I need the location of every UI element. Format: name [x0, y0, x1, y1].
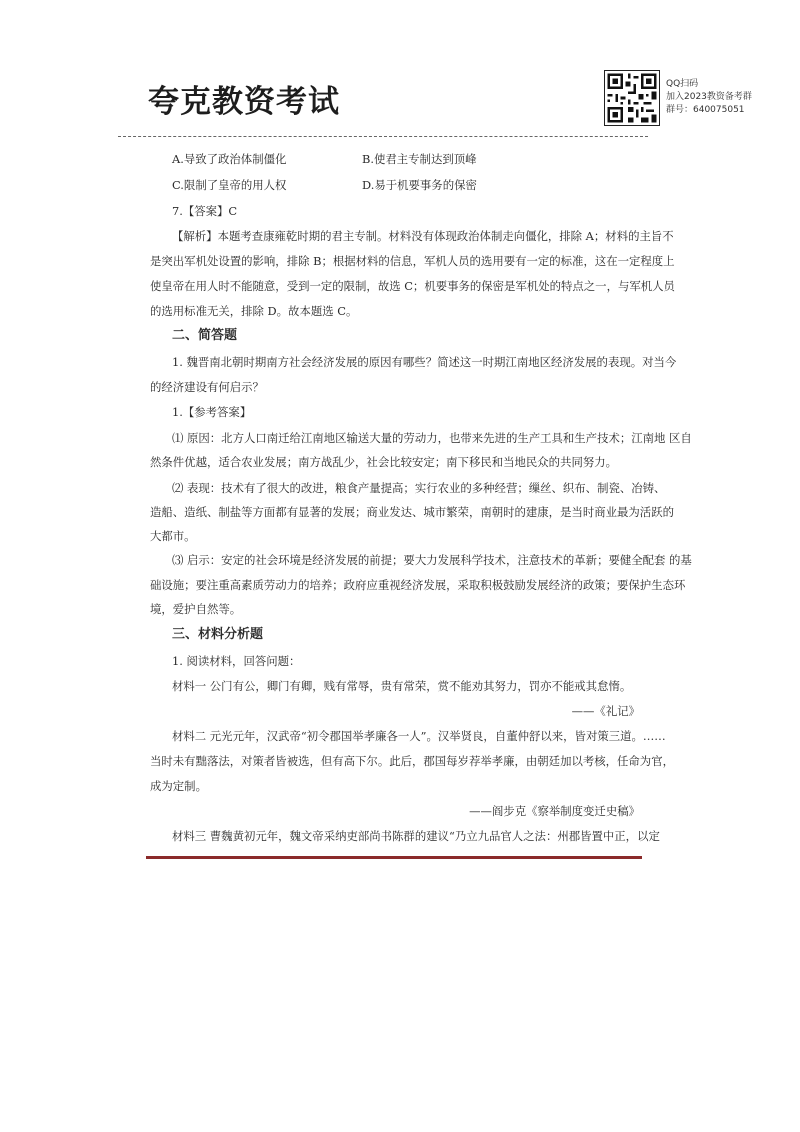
answer-line: 础设施；要注重高素质劳动力的培养；政府应重视经济发展，采取积极鼓励发展经济的政策；要保护生态环	[150, 578, 686, 592]
answer-line: 造船、造纸、制盐等方面都有显著的发展；商业发达、城市繁荣，南朝时的建康，是当时商业最为活跃的	[150, 505, 674, 519]
option-c: C.限制了皇帝的用人权	[172, 178, 287, 192]
material-line: 材料二 元光元年，汉武帝“初令郡国举孝廉各一人”。汉举贤良，自董仲舒以来，皆对策三道。……	[172, 729, 666, 743]
analysis-line: 使皇帝在用人时不能随意，受到一定的限制，故选 C；机要事务的保密是军机处的特点之一，与军机人员	[150, 279, 675, 293]
material-line: 成为定制。	[150, 779, 207, 793]
answer-label: 7.【答案】C	[172, 204, 238, 218]
option-d: D.易于机要事务的保密	[362, 178, 477, 192]
option-b: B.使君主专制达到顶峰	[362, 152, 477, 166]
analysis-line: 的选用标准无关，排除 D。故本题选 C。	[150, 304, 358, 318]
question-line: 1. 魏晋南北朝时期南方社会经济发展的原因有哪些？简述这一时期江南地区经济发展的表现。对当今	[172, 355, 677, 369]
answer-line: 大都市。	[150, 529, 196, 543]
qr-caption-line: QQ扫码	[666, 79, 699, 89]
option-row	[172, 178, 672, 192]
section-title: 二、简答题	[172, 328, 238, 343]
qr-caption-line: 群号：640075051	[666, 105, 745, 115]
material-line: 当时未有黜落法，对策者皆被选，但有高下尔。此后，郡国每岁荐举孝廉，由朝廷加以考核，任命为官，	[150, 754, 674, 768]
answer-line: ⑴ 原因：北方人口南迁给江南地区输送大量的劳动力，也带来先进的生产工具和生产技术；江南地 区自	[172, 431, 692, 445]
reference-label: 1.【参考答案】	[172, 405, 252, 419]
source-line: ——阎步克《察举制度变迁史稿》	[469, 804, 640, 818]
analysis-line: 是突出军机处设置的影响，排除 B；根据材料的信息，军机人员的选用要有一定的标准，这在一定程度上	[150, 254, 675, 268]
answer-line: 境，爱护自然等。	[150, 602, 242, 616]
question-line: 的经济建设有何启示？	[150, 380, 264, 394]
option-a: A.导致了政治体制僵化	[172, 152, 287, 166]
answer-line: 然条件优越，适合农业发展；南方战乱少，社会比较安定；南下移民和当地民众的共同努力。	[150, 455, 618, 469]
prompt-line: 1. 阅读材料，回答问题：	[172, 654, 301, 668]
material-line: 材料三 曹魏黄初元年，魏文帝采纳吏部尚书陈群的建议“乃立九品官人之法：州郡皆置中正，以定	[172, 829, 660, 843]
header-divider	[118, 136, 648, 137]
analysis-line: 【解析】本题考查康雍乾时期的君主专制。材料没有体现政治体制走向僵化，排除 A；材料的主旨不	[172, 229, 674, 243]
qr-caption-line: 加入2023教资备考群	[666, 92, 752, 102]
option-row	[172, 152, 672, 166]
brand-logo: 夸克教资考试	[148, 84, 340, 120]
source-line: ——《礼记》	[571, 704, 640, 718]
footer-rule	[146, 856, 642, 859]
answer-line: ⑶ 启示：安定的社会环境是经济发展的前提；要大力发展科学技术，注意技术的革新；要健全配套 的基	[172, 553, 692, 567]
qr-caption	[666, 78, 752, 117]
qr-code-icon	[604, 70, 660, 126]
section-title: 三、材料分析题	[172, 627, 264, 642]
material-line: 材料一 公门有公，卿门有卿，贱有常辱，贵有常荣，赏不能劝其努力，罚亦不能戒其怠惰。	[172, 679, 632, 693]
answer-line: ⑵ 表现：技术有了很大的改进，粮食产量提高；实行农业的多种经营；缫丝、织布、制瓷、冶铸、	[172, 481, 666, 495]
